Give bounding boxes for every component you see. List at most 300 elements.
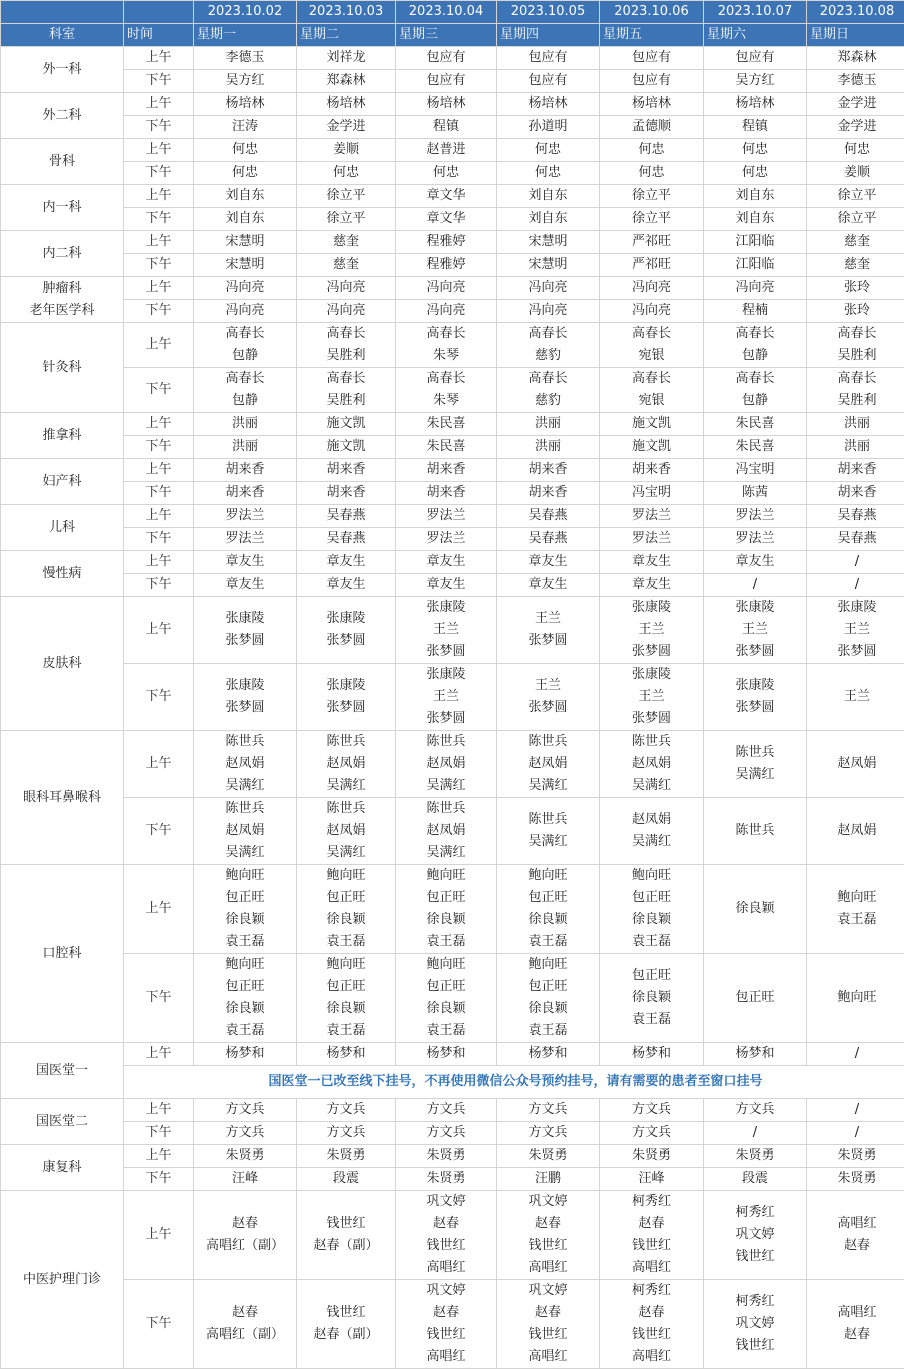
dept-name: 康复科 [1,1157,123,1179]
doctor-name: 吴满红 [497,831,599,853]
doctor-name: 高唱红 [396,1346,496,1368]
doctor-cell [396,865,497,954]
doctor-name: 高唱红 [600,1257,703,1279]
doctor-name: 洪丽 [497,436,599,458]
doctor-name: 袁王磊 [497,1020,599,1042]
doctor-cell [704,254,807,277]
doctor-cell [600,70,704,93]
doctor-cell [297,1280,396,1369]
doctor-cell [297,277,396,300]
doctor-name: 钱世红 [396,1324,496,1346]
doctor-name: 胡来香 [194,482,296,504]
doctor-name: 赵凤娟 [807,820,904,842]
session-label: 下午 [124,300,194,323]
doctor-name: 杨梦和 [297,1043,395,1065]
doctor-cell [704,482,807,505]
doctor-name: 吴满红 [396,775,496,797]
doctor-cell [297,551,396,574]
schedule-row [1,208,904,231]
doctor-name: 江阳临 [704,254,806,276]
session-label: 下午 [124,664,194,731]
doctor-name: 袁王磊 [497,931,599,953]
doctor-cell [396,528,497,551]
doctor-name: 张梦圆 [497,630,599,652]
doctor-cell [704,551,807,574]
doctor-name: 吴方红 [704,70,806,92]
session-label: 下午 [124,436,194,459]
doctor-name: 罗法兰 [194,505,296,527]
doctor-name: 赵凤娟 [194,753,296,775]
schedule-row [1,551,904,574]
doctor-name: 方文兵 [396,1099,496,1121]
doctor-name: 王兰 [497,675,599,697]
session-label: 下午 [124,116,194,139]
doctor-name: 袁王磊 [297,1020,395,1042]
doctor-cell [194,1122,297,1145]
dept-name-cell [1,47,124,93]
doctor-name: 洪丽 [194,436,296,458]
doctor-name: 章友生 [600,551,703,573]
doctor-name: 高春长 [297,368,395,390]
doctor-cell [807,551,904,574]
doctor-cell [704,300,807,323]
doctor-cell [194,1168,297,1191]
doctor-name: 段震 [704,1168,806,1190]
doctor-name: 包应有 [396,47,496,69]
doctor-cell [807,162,904,185]
doctor-name: 李德玉 [807,70,904,92]
doctor-name: 宋慧明 [194,254,296,276]
doctor-name: 张康陵 [600,597,703,619]
session-label: 上午 [124,277,194,300]
doctor-cell [396,551,497,574]
doctor-name: 刘自东 [497,185,599,207]
doctor-name: 宋慧明 [497,231,599,253]
doctor-name: 钱世红 [396,1235,496,1257]
doctor-cell [194,300,297,323]
doctor-name: 张梦圆 [704,697,806,719]
weekday-header: 星期一 [194,24,297,47]
doctor-cell [396,413,497,436]
doctor-cell [600,1122,704,1145]
doctor-cell [807,798,904,865]
dept-column-header: 科室 [1,24,124,47]
doctor-cell [704,93,807,116]
doctor-cell [807,1043,904,1066]
doctor-name: 罗法兰 [704,505,806,527]
doctor-name: 胡来香 [396,482,496,504]
doctor-name: 朱民喜 [704,413,806,435]
doctor-cell [600,231,704,254]
doctor-name: 陈世兵 [297,798,395,820]
doctor-name: 王兰 [600,619,703,641]
doctor-name: 张梦圆 [600,708,703,730]
doctor-cell [600,574,704,597]
doctor-cell [807,70,904,93]
doctor-cell [297,93,396,116]
doctor-cell [600,482,704,505]
doctor-name: 张梦圆 [194,697,296,719]
doctor-cell [297,116,396,139]
doctor-name: 陈世兵 [396,731,496,753]
doctor-name: 袁王磊 [600,931,703,953]
doctor-cell [297,482,396,505]
doctor-cell [497,574,600,597]
date-header: 2023.10.04 [396,1,497,24]
session-label: 下午 [124,1168,194,1191]
doctor-cell [600,208,704,231]
doctor-name: 包正旺 [194,976,296,998]
dept-name: 眼科耳鼻喉科 [1,787,123,809]
doctor-cell [497,185,600,208]
doctor-cell [704,865,807,954]
doctor-name: 包正旺 [396,976,496,998]
date-header: 2023.10.06 [600,1,704,24]
doctor-name: 施文凯 [297,436,395,458]
dept-name: 肿瘤科 [1,278,123,300]
doctor-name: 冯宝明 [704,459,806,481]
doctor-cell [297,798,396,865]
doctor-cell [297,185,396,208]
doctor-name: 慈豹 [497,390,599,412]
doctor-name: 胡来香 [297,482,395,504]
doctor-cell [704,162,807,185]
doctor-cell [807,505,904,528]
session-label: 下午 [124,482,194,505]
doctor-cell [194,368,297,413]
session-label: 上午 [124,1099,194,1122]
doctor-cell [497,1043,600,1066]
schedule-row [1,505,904,528]
doctor-name: 冯向亮 [497,277,599,299]
doctor-cell [600,47,704,70]
doctor-name: 高唱红 [396,1257,496,1279]
doctor-name: 袁王磊 [194,931,296,953]
doctor-cell [807,731,904,798]
doctor-name: 包静 [704,345,806,367]
doctor-cell [396,47,497,70]
doctor-cell [704,208,807,231]
doctor-cell [807,482,904,505]
doctor-cell [497,1145,600,1168]
schedule-row [1,1280,904,1369]
doctor-name: 高春长 [807,323,904,345]
notice-row [1,1066,904,1099]
doctor-name: 柯秀红 [704,1291,806,1313]
doctor-cell [396,162,497,185]
doctor-cell [600,664,704,731]
doctor-cell [497,597,600,664]
weekday-row [1,24,904,47]
doctor-name: 洪丽 [497,413,599,435]
doctor-name: 何忠 [497,162,599,184]
doctor-name: 冯向亮 [704,277,806,299]
session-label: 上午 [124,865,194,954]
doctor-cell [297,1043,396,1066]
doctor-name: 刘祥龙 [297,47,395,69]
doctor-cell [600,505,704,528]
doctor-name: 高春长 [600,368,703,390]
session-label: 上午 [124,1191,194,1280]
doctor-name: 徐立平 [807,185,904,207]
dept-name: 外二科 [1,105,123,127]
doctor-name: 方文兵 [600,1099,703,1121]
doctor-name: 洪丽 [194,413,296,435]
doctor-name: 高春长 [194,323,296,345]
doctor-cell [497,368,600,413]
schedule-row [1,528,904,551]
dept-name: 内二科 [1,243,123,265]
doctor-cell [396,1280,497,1369]
doctor-name: 冯向亮 [396,277,496,299]
doctor-name: 张梦圆 [704,641,806,663]
doctor-name: 吴满红 [297,775,395,797]
doctor-name: 高春长 [194,368,296,390]
doctor-name: 赵春 [194,1213,296,1235]
schedule-row [1,436,904,459]
doctor-name: 徐立平 [807,208,904,230]
doctor-name: 张康陵 [297,608,395,630]
doctor-cell [194,1191,297,1280]
registration-notice: 国医堂一已改至线下挂号，不再使用微信公众号预约挂号，请有需要的患者至窗口挂号 [124,1066,904,1099]
dept-name-cell [1,413,124,459]
doctor-name: 宋慧明 [497,254,599,276]
doctor-cell [497,70,600,93]
doctor-name: 罗法兰 [194,528,296,550]
doctor-name: 朱贤勇 [396,1145,496,1167]
doctor-cell [194,574,297,597]
doctor-name: 徐立平 [600,185,703,207]
doctor-name: 罗法兰 [600,528,703,550]
doctor-name: 章友生 [497,574,599,596]
doctor-cell [497,459,600,482]
doctor-cell [807,139,904,162]
doctor-name: / [704,574,806,596]
weekday-header: 星期三 [396,24,497,47]
session-label: 上午 [124,47,194,70]
doctor-cell [194,231,297,254]
doctor-name: 袁王磊 [600,1009,703,1031]
doctor-cell [396,116,497,139]
doctor-cell [704,1191,807,1280]
session-label: 下午 [124,1280,194,1369]
weekday-header: 星期六 [704,24,807,47]
doctor-cell [704,664,807,731]
doctor-name: 章友生 [600,574,703,596]
doctor-name: 赵凤娟 [396,820,496,842]
doctor-name: 鲍向旺 [807,887,904,909]
doctor-name: 方文兵 [704,1099,806,1121]
session-label: 上午 [124,459,194,482]
doctor-name: 罗法兰 [704,528,806,550]
doctor-name: 朱贤勇 [704,1145,806,1167]
doctor-name: 王兰 [704,619,806,641]
doctor-name: 胡来香 [600,459,703,481]
doctor-name: 高春长 [497,368,599,390]
doctor-name: 徐立平 [600,208,703,230]
doctor-cell [704,368,807,413]
doctor-name: 冯向亮 [600,300,703,322]
doctor-cell [704,798,807,865]
doctor-name: 施文凯 [600,436,703,458]
doctor-name: 赵凤娟 [600,753,703,775]
doctor-cell [600,1168,704,1191]
doctor-name: 方文兵 [396,1122,496,1144]
doctor-cell [297,47,396,70]
doctor-name: 赵普进 [396,139,496,161]
doctor-cell [194,277,297,300]
doctor-name: 江阳临 [704,231,806,253]
doctor-name: 赵凤娟 [497,753,599,775]
doctor-cell [194,139,297,162]
doctor-name: 胡来香 [807,459,904,481]
doctor-name: 刘自东 [194,208,296,230]
doctor-name: 王兰 [396,686,496,708]
dept-name-cell [1,551,124,597]
doctor-cell [297,1145,396,1168]
doctor-name: 高唱红 [600,1346,703,1368]
doctor-name: 杨梦和 [600,1043,703,1065]
doctor-name: 施文凯 [297,413,395,435]
doctor-cell [704,1043,807,1066]
doctor-name: 包正旺 [497,887,599,909]
session-label: 上午 [124,323,194,368]
doctor-cell [704,139,807,162]
doctor-name: 吴胜利 [297,390,395,412]
session-label: 上午 [124,731,194,798]
doctor-name: 高唱红（副） [194,1324,296,1346]
doctor-name: 陈世兵 [600,731,703,753]
doctor-cell [297,1168,396,1191]
schedule-row [1,1043,904,1066]
doctor-cell [807,1099,904,1122]
doctor-name: 张康陵 [807,597,904,619]
schedule-row [1,368,904,413]
doctor-cell [600,162,704,185]
schedule-row [1,1191,904,1280]
doctor-cell [600,597,704,664]
doctor-name: 高唱红 [807,1302,904,1324]
session-label: 上午 [124,185,194,208]
doctor-name: 何忠 [600,162,703,184]
weekday-header: 星期五 [600,24,704,47]
doctor-name: 吴胜利 [807,390,904,412]
doctor-name: 王兰 [600,686,703,708]
dept-name-cell [1,865,124,1043]
doctor-name: 张梦圆 [297,697,395,719]
schedule-row [1,300,904,323]
doctor-name: 高春长 [704,323,806,345]
doctor-name: 汪鹏 [497,1168,599,1190]
doctor-name: 宛银 [600,390,703,412]
doctor-name: 赵凤娟 [297,820,395,842]
doctor-name: 孙道明 [497,116,599,138]
doctor-name: / [807,1122,904,1144]
doctor-name: 高唱红（副） [194,1235,296,1257]
doctor-name: 朱琴 [396,345,496,367]
doctor-name: 严祁旺 [600,231,703,253]
doctor-cell [194,664,297,731]
doctor-cell [194,93,297,116]
doctor-name: 袁王磊 [396,931,496,953]
doctor-name: 慈豹 [497,345,599,367]
schedule-row [1,185,904,208]
doctor-name: 朱贤勇 [297,1145,395,1167]
doctor-name: 张康陵 [194,608,296,630]
doctor-name: 章文华 [396,208,496,230]
doctor-name: 冯向亮 [297,277,395,299]
doctor-name: 陈世兵 [297,731,395,753]
doctor-cell [600,413,704,436]
doctor-cell [497,323,600,368]
doctor-cell [704,459,807,482]
doctor-name: 吴春燕 [807,528,904,550]
doctor-cell [396,208,497,231]
doctor-cell [600,528,704,551]
doctor-cell [497,93,600,116]
doctor-name: 朱贤勇 [396,1168,496,1190]
doctor-name: 陈世兵 [194,731,296,753]
doctor-cell [600,1280,704,1369]
doctor-cell [396,323,497,368]
doctor-cell [600,1145,704,1168]
doctor-name: 吴满红 [704,764,806,786]
doctor-name: 赵春 [396,1213,496,1235]
doctor-cell [497,731,600,798]
date-row [1,1,904,24]
doctor-name: 慈奎 [297,231,395,253]
doctor-cell [396,482,497,505]
doctor-cell [194,1043,297,1066]
doctor-cell [297,664,396,731]
doctor-cell [396,93,497,116]
doctor-name: 章文华 [396,185,496,207]
doctor-cell [497,47,600,70]
doctor-name: 赵凤娟 [600,809,703,831]
corner-cell [1,1,124,24]
doctor-cell [497,116,600,139]
doctor-name: 包正旺 [396,887,496,909]
doctor-name: 章友生 [396,574,496,596]
dept-name: 口腔科 [1,943,123,965]
dept-name-cell [1,1191,124,1369]
doctor-name: 鲍向旺 [396,865,496,887]
doctor-cell [807,664,904,731]
doctor-name: 方文兵 [297,1122,395,1144]
doctor-name: 冯向亮 [396,300,496,322]
corner-cell [124,1,194,24]
doctor-name: 巩文婷 [497,1191,599,1213]
doctor-cell [497,436,600,459]
doctor-cell [807,93,904,116]
doctor-name: 赵春（副） [297,1235,395,1257]
doctor-cell [297,208,396,231]
doctor-name: 高春长 [396,323,496,345]
doctor-name: 程雅婷 [396,231,496,253]
doctor-name: 赵凤娟 [807,753,904,775]
schedule-row [1,1122,904,1145]
doctor-name: 袁王磊 [297,931,395,953]
doctor-cell [396,597,497,664]
doctor-name: 方文兵 [600,1122,703,1144]
doctor-cell [297,731,396,798]
doctor-cell [704,47,807,70]
doctor-cell [600,436,704,459]
dept-name-cell [1,93,124,139]
doctor-name: 包应有 [396,70,496,92]
dept-name-cell [1,1043,124,1099]
doctor-cell [297,459,396,482]
